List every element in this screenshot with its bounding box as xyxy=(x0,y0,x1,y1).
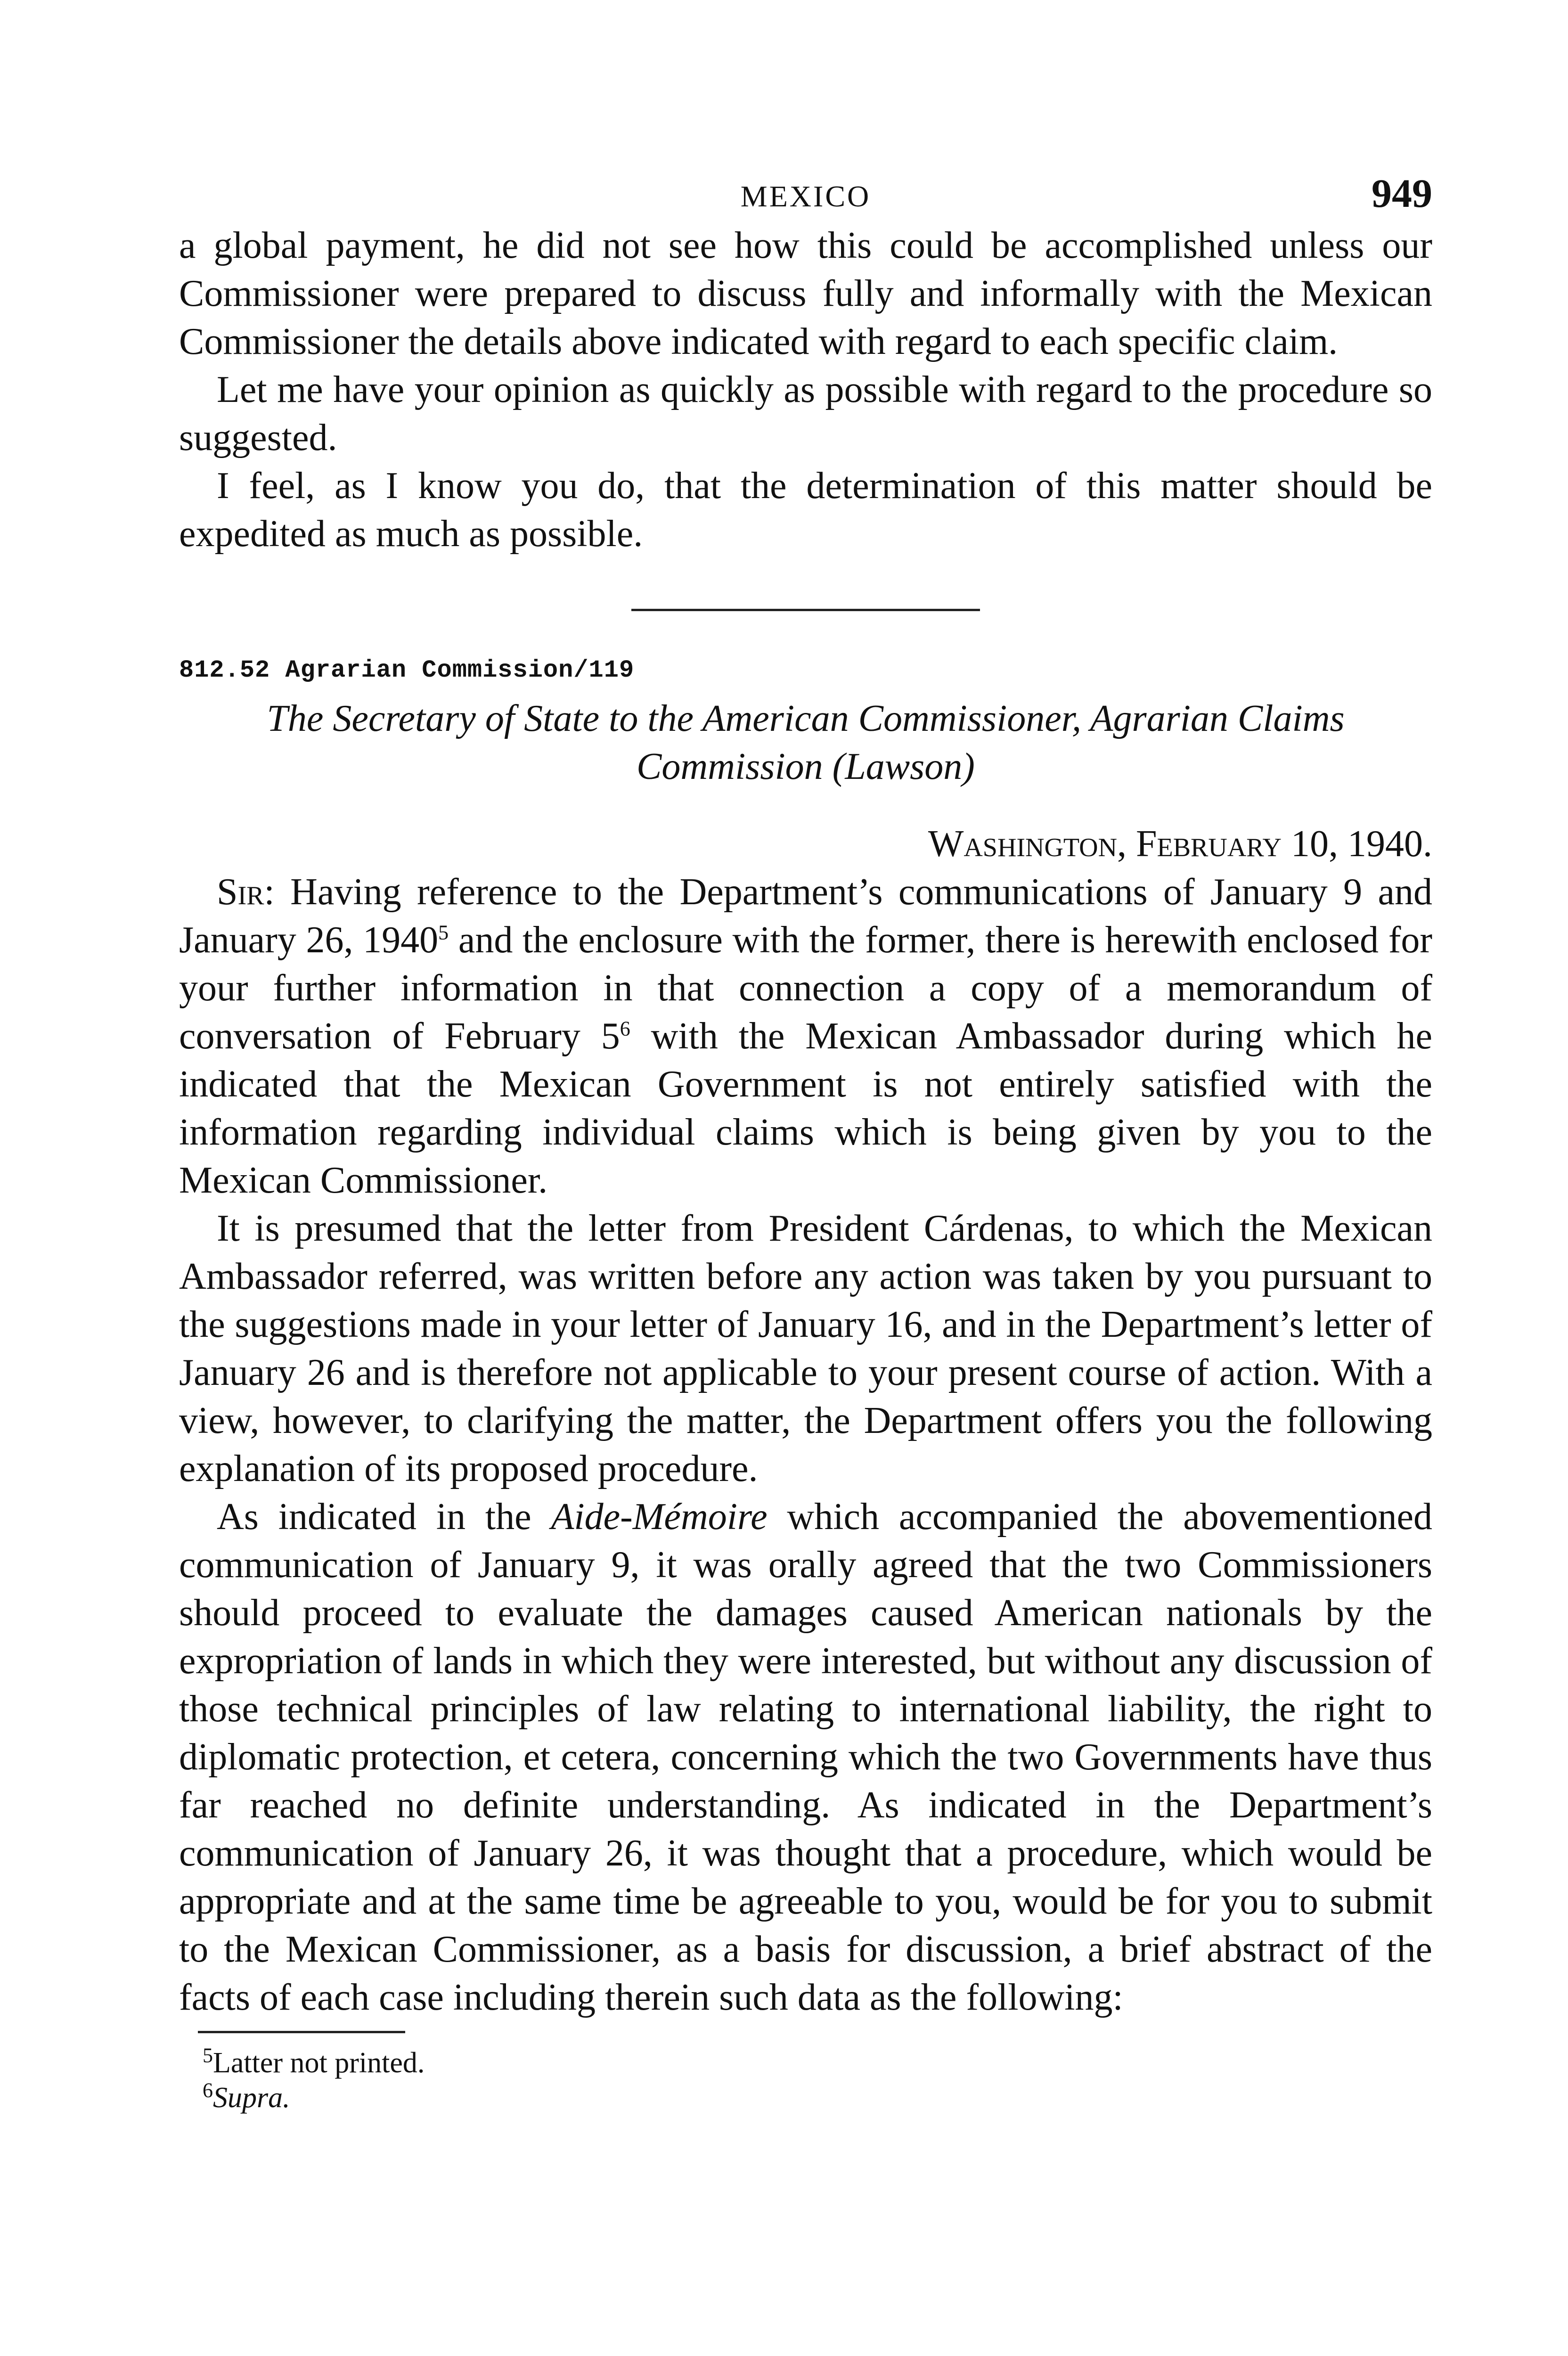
letter-paragraph-2: It is presumed that the letter from President Cárdenas, to which the Mexican Ambassador referred, was written before any action was taken by you pursuant to the suggestions made in your letter of January 16, and in the Department’s letter of January 26 and is therefore not applicable to your present course of action. With a view, however, to clarifying the matter, the Department offers you the following explanation of its proposed procedure. xyxy=(179,1208,1432,1489)
letter-paragraph-1 xyxy=(179,868,1432,1204)
letter-paragraph-3-part-b: which accompanied the abovementioned communication of January 9, it was orally agreed that the two Commissioners should proceed to evaluate the damages caused American nationals by the expropriation of lands in which they were interested, but without any discussion of those technical principles of law relating to international liability, the right to diplomatic protection, et cetera, concerning which the two Governments have thus far reached no definite understanding. As indicated in the Department’s communication of January 26, it was thought that a procedure, which would be appropriate and at the same time be agreeable to you, would be for you to submit to the Mexican Commissioner, as a basis for discussion, a brief abstract of the facts of each case including therein such data as the following: xyxy=(179,1496,1433,2018)
page-number: 949 xyxy=(1372,171,1432,216)
letter-paragraph-1-part-c: with the Mexican Ambassador during which he indicated that the Mexican Government is not entirely satisfied with the information regarding individual claims which is being given by you to the Mexican Commissioner. xyxy=(179,1015,1433,1201)
letter-paragraph-1-part-b: and the enclosure with the former, there is herewith enclosed for your further information in that connection a copy of a memorandum of conversation of February 5 xyxy=(179,919,1432,1057)
footnote-mark-6: 6 xyxy=(203,2078,213,2102)
footnote-6-text: Supra. xyxy=(213,2082,290,2114)
continuation-paragraph-2: Let me have your opinion as quickly as possible with regard to the procedure so suggested. xyxy=(179,369,1432,458)
aide-memoire-term: Aide-Mémoire xyxy=(551,1496,768,1538)
document-title: The Secretary of State to the American Commissioner, Agrarian Claims Commission (Lawson) xyxy=(267,698,1345,787)
continuation-paragraph-3: I feel, as I know you do, that the determination of this matter should be expedited as much as possible. xyxy=(179,465,1432,555)
footnote-divider xyxy=(198,2031,405,2033)
footnote-mark-5: 5 xyxy=(203,2044,213,2067)
page xyxy=(179,170,1432,2115)
footnote-ref-6: 6 xyxy=(620,1017,630,1040)
section-divider xyxy=(631,609,980,611)
letter-paragraph-3-part-a: As indicated in the xyxy=(217,1496,531,1538)
footnote-6 xyxy=(203,2080,1432,2115)
footnotes xyxy=(179,2031,1432,2115)
footnote-5-text: Latter not printed. xyxy=(213,2047,425,2079)
continuation-paragraph-1: a global payment, he did not see how this could be accomplished unless our Commissioner were prepared to discuss fully and informally with the Mexican Commissioner the details above indicated with regard to each specific claim. xyxy=(179,225,1432,362)
file-reference: 812.52 Agrarian Commission/119 xyxy=(179,656,635,684)
dateline: Washington, February 10, 1940. xyxy=(928,823,1432,865)
page-header xyxy=(179,170,1432,221)
letter-paragraph-1-part-a: Having reference to the Department’s communications of January 9 and January 26, 1940 xyxy=(179,871,1433,961)
footnote-5 xyxy=(203,2045,1432,2080)
footnote-ref-5: 5 xyxy=(438,921,449,944)
letter-paragraph-3 xyxy=(179,1493,1432,2021)
salutation: Sir: xyxy=(217,871,275,913)
running-head: MEXICO xyxy=(740,180,871,213)
